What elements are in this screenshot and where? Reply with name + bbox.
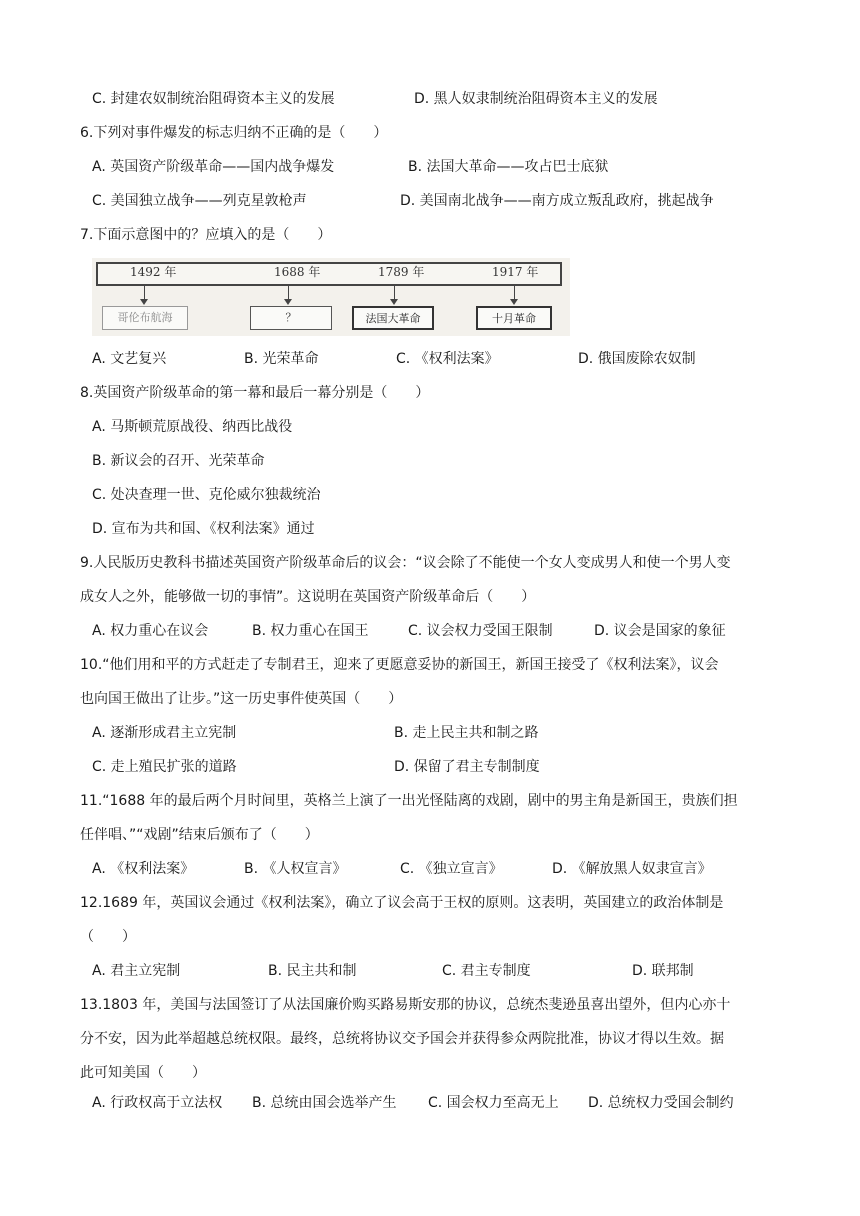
q11-option-c: C. 《独立宣言》 bbox=[400, 861, 503, 877]
q8-option-d: D. 宣布为共和国、《权利法案》通过 bbox=[92, 521, 315, 537]
timeline-arrow bbox=[144, 286, 145, 300]
q7-option-d: D. 俄国废除农奴制 bbox=[578, 351, 696, 367]
q10-option-a: A. 逐渐形成君主立宪制 bbox=[92, 725, 237, 741]
q7-option-b: B. 光荣革命 bbox=[244, 351, 319, 367]
q6-option-b: B. 法国大革命——攻占巴士底狱 bbox=[408, 159, 609, 175]
q9-stem-line1: 9.人民版历史教科书描述英国资产阶级革命后的议会：“议会除了不能使一个女人变成男人和使一个男人变 bbox=[80, 555, 731, 571]
timeline-arrow bbox=[288, 286, 289, 300]
q12-stem-line2: （ ） bbox=[80, 929, 136, 945]
q11-option-a: A. 《权利法案》 bbox=[92, 861, 195, 877]
q13-option-c: C. 国会权力至高无上 bbox=[428, 1095, 559, 1111]
q7-option-c: C. 《权利法案》 bbox=[396, 351, 499, 367]
q12-option-b: B. 民主共和制 bbox=[268, 963, 357, 979]
timeline-box: 法国大革命 bbox=[352, 306, 434, 330]
q12-option-c: C. 君主专制度 bbox=[442, 963, 531, 979]
q13-option-d: D. 总统权力受国会制约 bbox=[588, 1095, 734, 1111]
timeline-arrow bbox=[394, 286, 395, 300]
q9-stem-line2: 成女人之外，能够做一切的事情”。这说明在英国资产阶级革命后（ ） bbox=[80, 589, 536, 605]
q7-stem: 7.下面示意图中的？应填入的是（ ） bbox=[80, 227, 332, 243]
q6-option-a: A. 英国资产阶级革命——国内战争爆发 bbox=[92, 159, 335, 175]
q10-stem-line2: 也向国王做出了让步。”这一历史事件使英国（ ） bbox=[80, 691, 403, 707]
q10-option-c: C. 走上殖民扩张的道路 bbox=[92, 759, 237, 775]
q10-option-d: D. 保留了君主专制制度 bbox=[394, 759, 540, 775]
q8-option-b: B. 新议会的召开、光荣革命 bbox=[92, 453, 265, 469]
q8-stem: 8.英国资产阶级革命的第一幕和最后一幕分别是（ ） bbox=[80, 385, 430, 401]
q12-option-d: D. 联邦制 bbox=[632, 963, 694, 979]
timeline-arrow bbox=[514, 286, 515, 300]
q7-option-a: A. 文艺复兴 bbox=[92, 351, 167, 367]
q10-option-b: B. 走上民主共和制之路 bbox=[394, 725, 539, 741]
timeline-figure bbox=[92, 258, 570, 336]
q11-stem-line1: 11.“1688 年的最后两个月时间里，英格兰上演了一出光怪陆离的戏剧，剧中的男主角是新国王，贵族们担 bbox=[80, 793, 738, 809]
q8-option-a: A. 马斯顿荒原战役、纳西比战役 bbox=[92, 419, 293, 435]
q11-option-b: B. 《人权宣言》 bbox=[244, 861, 347, 877]
q9-option-c: C. 议会权力受国王限制 bbox=[408, 623, 553, 639]
q12-stem-line1: 12.1689 年，英国议会通过《权利法案》，确立了议会高于王权的原则。这表明，英国建立的政治体制是 bbox=[80, 895, 724, 911]
q9-option-d: D. 议会是国家的象征 bbox=[594, 623, 726, 639]
q9-option-a: A. 权力重心在议会 bbox=[92, 623, 209, 639]
q13-stem-line3: 此可知美国（ ） bbox=[80, 1065, 206, 1081]
q11-option-d: D. 《解放黑人奴隶宣言》 bbox=[552, 861, 712, 877]
q8-option-c: C. 处决查理一世、克伦威尔独裁统治 bbox=[92, 487, 321, 503]
timeline-box-unknown: ？ bbox=[250, 306, 332, 330]
q6-option-c: C. 美国独立战争——列克星敦枪声 bbox=[92, 193, 307, 209]
timeline-year: 1917 年 bbox=[492, 265, 539, 279]
q13-stem-line1: 13.1803 年，美国与法国签订了从法国廉价购买路易斯安那的协议，总统杰斐逊虽喜出望外，但内心亦十 bbox=[80, 997, 731, 1013]
timeline-year: 1492 年 bbox=[130, 265, 177, 279]
q6-stem: 6.下列对事件爆发的标志归纳不正确的是（ ） bbox=[80, 125, 388, 141]
timeline-year: 1688 年 bbox=[274, 265, 321, 279]
q12-option-a: A. 君主立宪制 bbox=[92, 963, 181, 979]
q5-option-d: D. 黑人奴隶制统治阻碍资本主义的发展 bbox=[414, 91, 658, 107]
q13-stem-line2: 分不安，因为此举超越总统权限。最终，总统将协议交予国会并获得参众两院批准，协议才得以生效。据 bbox=[80, 1031, 724, 1047]
q13-option-a: A. 行政权高于立法权 bbox=[92, 1095, 223, 1111]
q9-option-b: B. 权力重心在国王 bbox=[252, 623, 369, 639]
q5-option-c: C. 封建农奴制统治阻碍资本主义的发展 bbox=[92, 91, 335, 107]
timeline-box: 十月革命 bbox=[476, 306, 552, 330]
q10-stem-line1: 10.“他们用和平的方式赶走了专制君王，迎来了更愿意妥协的新国王，新国王接受了《权利法案》，议会 bbox=[80, 657, 719, 673]
q6-option-d: D. 美国南北战争——南方成立叛乱政府，挑起战争 bbox=[400, 193, 714, 209]
q11-stem-line2: 任伴唱、”“戏剧”结束后颁布了（ ） bbox=[80, 827, 319, 843]
q13-option-b: B. 总统由国会选举产生 bbox=[252, 1095, 397, 1111]
timeline-box: 哥伦布航海 bbox=[102, 306, 188, 330]
timeline-year: 1789 年 bbox=[378, 265, 425, 279]
